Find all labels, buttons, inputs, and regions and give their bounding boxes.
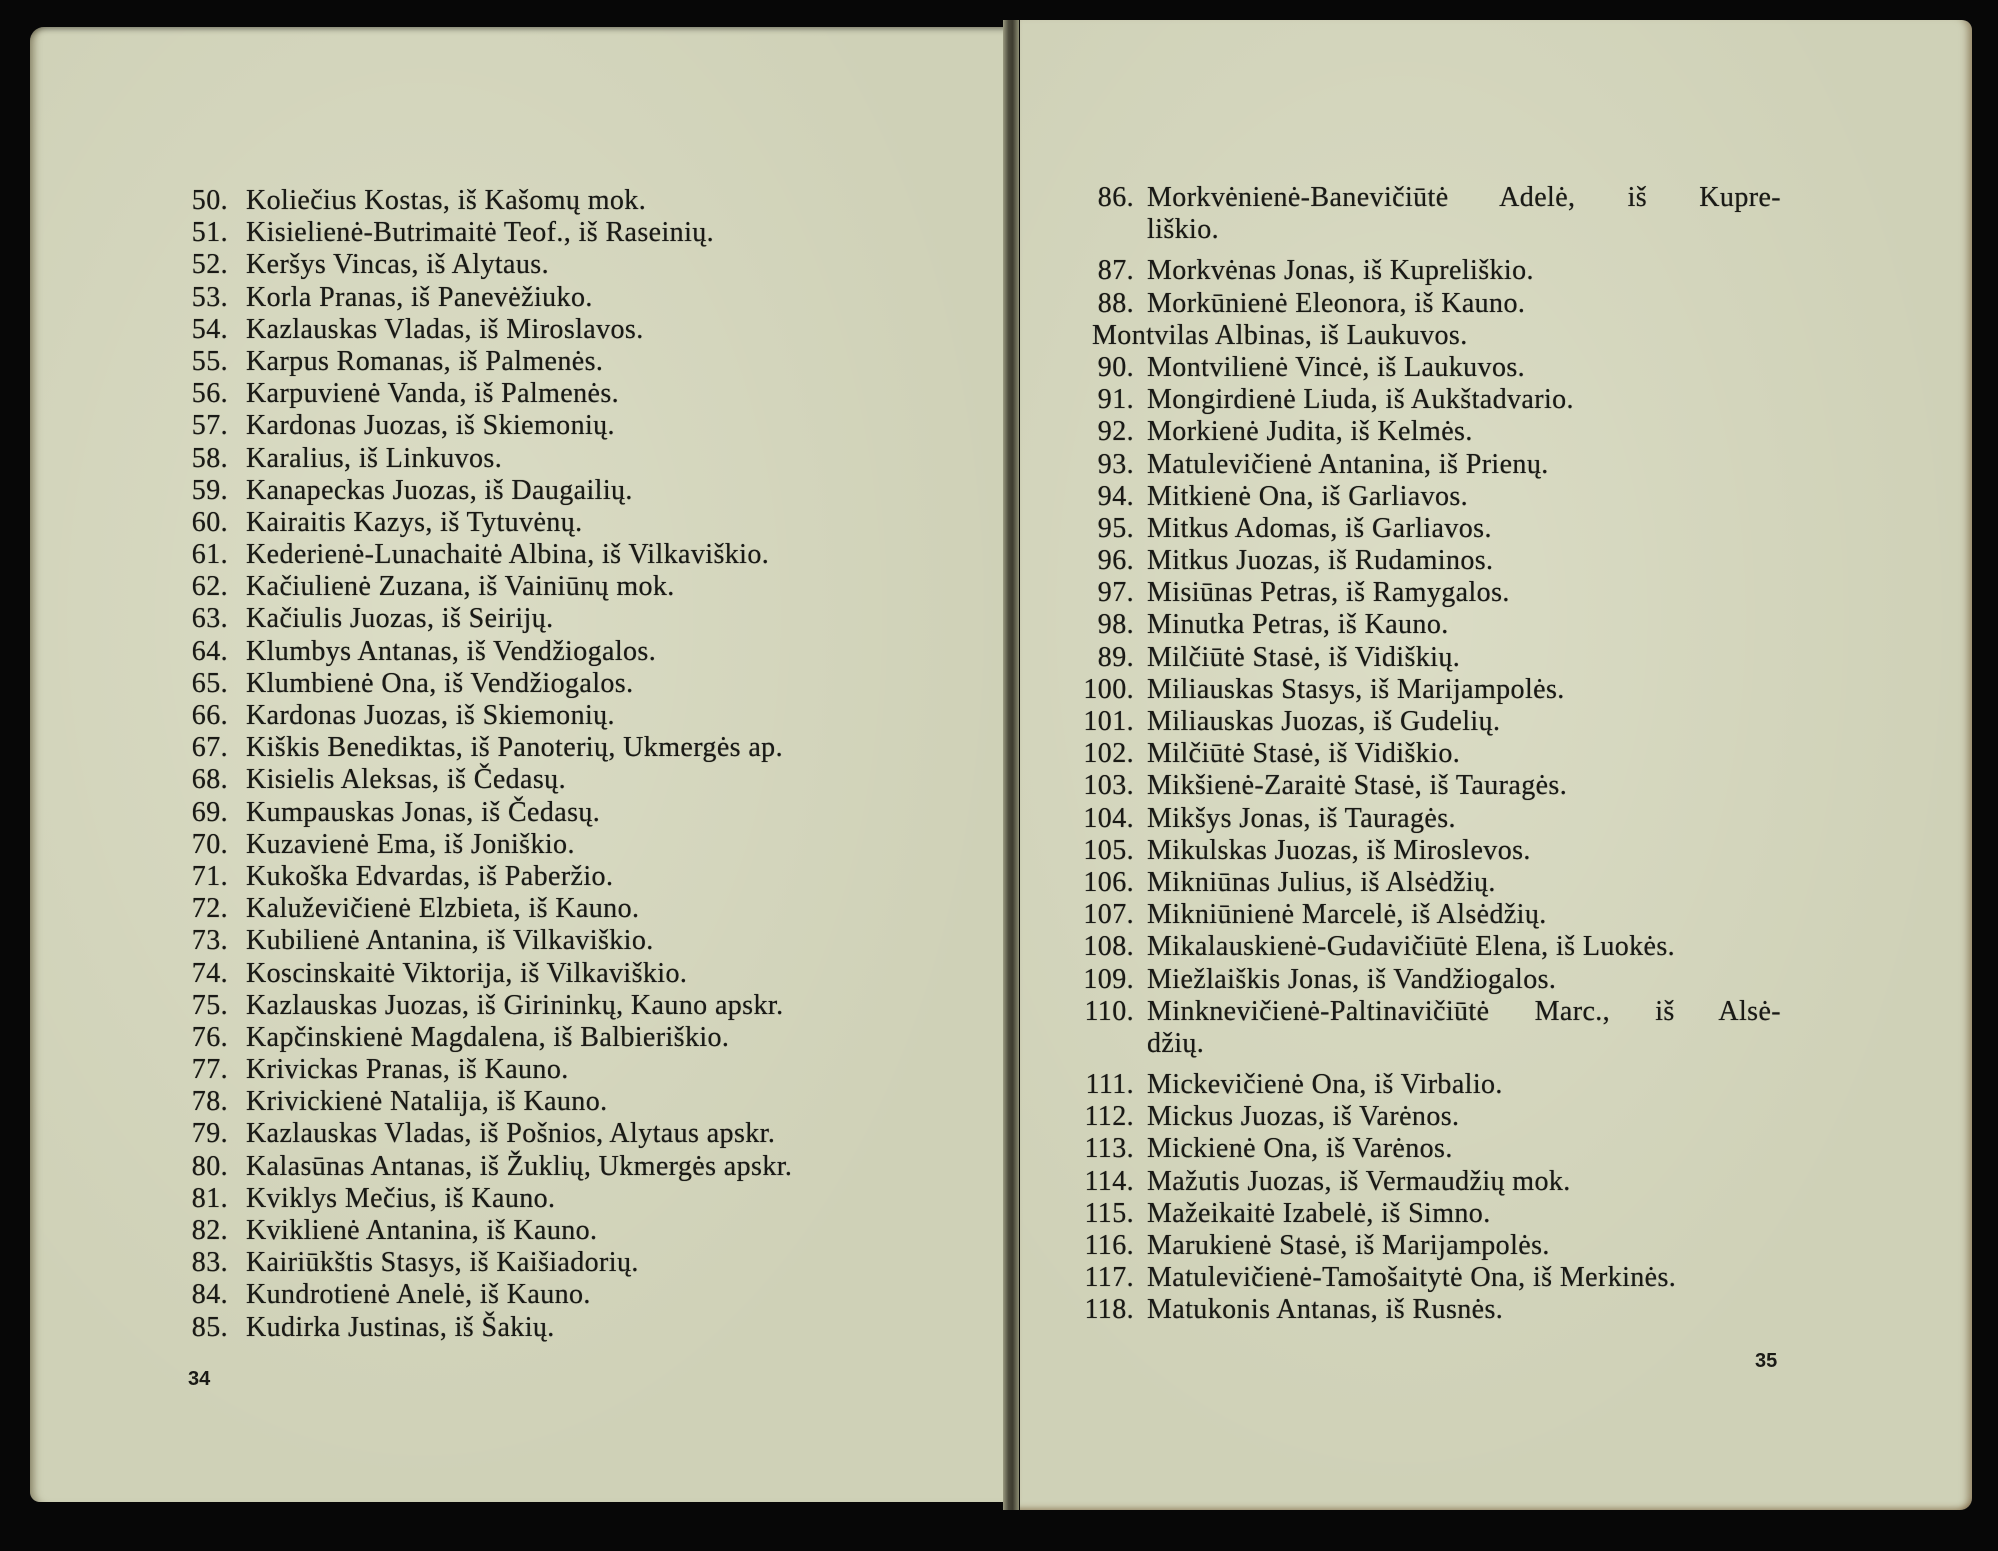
list-item (1064, 1101, 1804, 1133)
entry-text: Morkūnienė Eleonora, iš Kauno. (1147, 287, 1526, 319)
entry-text: Koliečius Kostas, iš Kašomų mok. (246, 185, 647, 216)
entry-text: Mikniūnas Julius, iš Alsėdžių. (1147, 866, 1496, 898)
entry-number: 105. (1083, 834, 1134, 866)
entry-text: Matulevičienė Antanina, iš Prienų. (1147, 448, 1549, 480)
entry-number: 117. (1084, 1262, 1134, 1294)
entry-number: 106. (1083, 866, 1134, 898)
entry-number: 88. (1097, 287, 1134, 319)
list-item (176, 249, 936, 281)
entry-text: Morkvėnas Jonas, iš Kupreliškio. (1147, 255, 1534, 287)
entry-text: Misiūnas Petras, iš Ramygalos. (1147, 577, 1510, 609)
entry-number: 103. (1083, 770, 1134, 802)
entry-number: 110. (1084, 995, 1134, 1027)
book-spine (1003, 20, 1019, 1510)
entry-number: 53. (191, 281, 228, 313)
entry-number: 74. (191, 957, 228, 989)
entry-text: Marukienė Stasė, iš Marijampolės. (1147, 1230, 1550, 1261)
list-item (1064, 449, 1804, 481)
list-item (176, 217, 936, 249)
entry-text: Mitkienė Ona, iš Garliavos. (1147, 480, 1469, 512)
list-item (1064, 674, 1804, 706)
entry-text: Krivickienė Natalija, iš Kauno. (246, 1086, 608, 1118)
entry-text: Milčiūtė Stasė, iš Vidiškio. (1147, 738, 1461, 770)
entry-text: Mažutis Juozas, iš Vermaudžių mok. (1147, 1165, 1571, 1197)
entry-number: 89. (1097, 641, 1134, 673)
entry-number: 68. (191, 764, 228, 796)
page-number-right: 35 (1755, 1350, 1778, 1372)
entry-text: Koscinskaitė Viktorija, iš Vilkaviškio. (246, 957, 688, 989)
entry-number: 82. (191, 1215, 228, 1246)
entry-text: Mikalauskienė-Gudavičiūtė Elena, iš Luokės. (1147, 931, 1676, 963)
entry-number: 66. (191, 700, 228, 731)
list-item (1064, 384, 1804, 416)
page-number-left: 34 (188, 1368, 211, 1390)
entry-text: Kundrotienė Anelė, iš Kauno. (246, 1279, 591, 1311)
entry-text: Milčiūtė Stasė, iš Vidiškių. (1147, 641, 1461, 673)
entry-number: 59. (191, 474, 228, 506)
list-item (1064, 481, 1804, 513)
entry-number: 95. (1097, 512, 1134, 544)
entry-text: Kederienė-Lunachaitė Albina, iš Vilkaviškio. (246, 539, 770, 571)
list-item (176, 1022, 936, 1054)
entry-number: 84. (191, 1279, 228, 1311)
entry-text: Mitkus Adomas, iš Garliavos. (1147, 512, 1492, 544)
list-item (176, 636, 936, 668)
entry-text: Mikulskas Juozas, iš Miroslevos. (1147, 834, 1531, 866)
entry-number: 81. (191, 1182, 228, 1214)
entry-text: Miežlaiškis Jonas, iš Vandžiogalos. (1147, 963, 1557, 995)
entry-text: Montvilas Albinas, iš Laukuvos. (1092, 319, 1468, 351)
entry-number: 113. (1084, 1133, 1134, 1165)
entry-number: 52. (191, 249, 228, 281)
entry-text: Mikšienė-Zaraitė Stasė, iš Tauragės. (1147, 770, 1568, 802)
entry-number: 101. (1083, 706, 1134, 737)
entry-number: 86. (1097, 182, 1134, 213)
list-item (176, 410, 936, 442)
list-item (176, 700, 936, 732)
entry-number: 100. (1083, 673, 1134, 705)
list-item (176, 507, 936, 539)
entry-number: 76. (191, 1021, 228, 1053)
entry-number: 109. (1083, 963, 1134, 995)
entry-number: 75. (191, 989, 228, 1021)
entry-text: Matulevičienė-Tamošaitytė Ona, iš Merkinės. (1147, 1262, 1677, 1294)
entry-number: 67. (191, 732, 228, 764)
entry-text: Krivickas Pranas, iš Kauno. (246, 1054, 569, 1086)
entry-text: Mickienė Ona, iš Varėnos. (1147, 1133, 1453, 1165)
entry-text: Mikšys Jonas, iš Tauragės. (1147, 802, 1456, 834)
entry-number: 63. (191, 603, 228, 635)
entry-text: Kisielis Aleksas, iš Čedasų. (246, 764, 566, 796)
list-item (176, 1215, 936, 1247)
entry-number: 77. (191, 1054, 228, 1086)
list-item (176, 475, 936, 507)
entry-text: Mažeikaitė Izabelė, iš Simno. (1147, 1197, 1491, 1229)
list-item (176, 958, 936, 990)
entry-number: 108. (1083, 931, 1134, 963)
entry-text: Kubilienė Antanina, iš Vilkaviškio. (246, 925, 654, 957)
entry-number: 72. (191, 893, 228, 925)
list-item (1064, 577, 1804, 609)
entry-text: Morkienė Judita, iš Kelmės. (1147, 416, 1473, 448)
entry-text: Miliauskas Juozas, iš Gudelių. (1147, 706, 1501, 737)
list-item (1064, 545, 1804, 577)
entry-number: 87. (1097, 255, 1134, 287)
entry-text: Kairaitis Kazys, iš Tytuvėnų. (246, 506, 583, 538)
right-page-name-list (1064, 182, 1804, 1327)
entry-number: 118. (1084, 1294, 1134, 1326)
entry-text: Kalasūnas Antanas, iš Žuklių, Ukmergės apskr. (246, 1150, 793, 1182)
entry-number: 96. (1097, 545, 1134, 577)
entry-number: 79. (191, 1118, 228, 1150)
list-item (1064, 1198, 1804, 1230)
entry-text: Mickevičienė Ona, iš Virbalio. (1147, 1069, 1503, 1101)
entry-number: 78. (191, 1086, 228, 1118)
list-item (176, 1118, 936, 1150)
list-item (1064, 1230, 1804, 1262)
entry-text: Kisielienė-Butrimaitė Teof., iš Raseinių. (246, 217, 715, 249)
entry-text: Kairiūkštis Stasys, iš Kaišiadorių. (246, 1247, 639, 1279)
list-item (176, 861, 936, 893)
entry-number: 70. (191, 828, 228, 860)
list-item (176, 185, 936, 217)
entry-number: 111. (1085, 1069, 1134, 1101)
entry-text: Karalius, iš Linkuvos. (246, 442, 503, 474)
list-item (176, 346, 936, 378)
list-item (1064, 416, 1804, 448)
list-item (176, 764, 936, 796)
list-item (176, 314, 936, 346)
entry-number: 58. (191, 442, 228, 474)
list-item (176, 829, 936, 861)
entry-text: Karpus Romanas, iš Palmenės. (246, 345, 604, 377)
entry-text: Mongirdienė Liuda, iš Aukštadvario. (1147, 384, 1574, 416)
entry-text: Klumbys Antanas, iš Vendžiogalos. (246, 635, 657, 667)
list-item (176, 1151, 936, 1183)
entry-continuation: liškio. (1147, 214, 1220, 246)
entry-text: Kazlauskas Vladas, iš Pošnios, Alytaus apskr. (246, 1118, 776, 1150)
entry-text: Minutka Petras, iš Kauno. (1147, 609, 1449, 641)
list-item (176, 539, 936, 571)
entry-number: 94. (1097, 480, 1134, 512)
list-item (1064, 706, 1804, 738)
entry-number: 102. (1083, 738, 1134, 770)
list-item (176, 443, 936, 475)
entry-text: Kapčinskienė Magdalena, iš Balbieriškio. (246, 1021, 730, 1053)
entry-text: Matukonis Antanas, iš Rusnės. (1147, 1294, 1504, 1326)
list-item (1064, 1166, 1804, 1198)
list-item (1064, 899, 1804, 931)
list-item (1064, 255, 1804, 287)
list-item (176, 282, 936, 314)
entry-number: 54. (191, 313, 228, 345)
entry-number: 57. (191, 410, 228, 442)
list-item (1064, 513, 1804, 545)
entry-continuation: džių. (1147, 1027, 1205, 1059)
entry-number: 107. (1083, 899, 1134, 931)
entry-text: Kumpauskas Jonas, iš Čedasų. (246, 796, 601, 828)
entry-number: 73. (191, 925, 228, 957)
entry-text: Kviklys Mečius, iš Kauno. (246, 1182, 556, 1214)
list-item (1064, 320, 1804, 352)
list-item (1064, 964, 1804, 996)
entry-text: Minknevičienė-Paltinavičiūtė Marc., iš Alsė- (1147, 995, 1781, 1027)
list-item (176, 1054, 936, 1086)
entry-number: 80. (191, 1150, 228, 1182)
list-item (176, 925, 936, 957)
entry-number: 115. (1084, 1197, 1134, 1229)
entry-text: Mikniūnienė Marcelė, iš Alsėdžių. (1147, 899, 1547, 931)
list-item (1064, 609, 1804, 641)
entry-number: 71. (191, 860, 228, 892)
list-item (176, 1279, 936, 1311)
entry-text: Mitkus Juozas, iš Rudaminos. (1147, 545, 1494, 577)
entry-text: Kiškis Benediktas, iš Panoterių, Ukmergės ap. (246, 732, 783, 764)
list-item (1064, 1294, 1804, 1326)
entry-text: Kukoška Edvardas, iš Paberžio. (246, 860, 614, 892)
entry-number: 91. (1097, 384, 1134, 416)
entry-number: 83. (191, 1247, 228, 1279)
list-item (1064, 867, 1804, 899)
entry-text: Kardonas Juozas, iš Skiemonių. (246, 410, 615, 442)
entry-number: 90. (1097, 351, 1134, 383)
list-item (1064, 996, 1804, 1028)
entry-number: 92. (1097, 416, 1134, 448)
entry-text: Korla Pranas, iš Panevėžiuko. (246, 281, 593, 313)
list-item (1064, 931, 1804, 963)
list-item (1064, 770, 1804, 802)
entry-number: 97. (1097, 577, 1134, 609)
entry-number: 55. (191, 345, 228, 377)
entry-number: 116. (1084, 1230, 1134, 1261)
entry-number: 61. (191, 539, 228, 571)
entry-text: Kaluževičienė Elzbieta, iš Kauno. (246, 893, 640, 925)
left-page-name-list (176, 185, 936, 1344)
entry-number: 60. (191, 506, 228, 538)
list-item (176, 571, 936, 603)
list-item (1064, 288, 1804, 320)
entry-text: Kviklienė Antanina, iš Kauno. (246, 1215, 598, 1246)
list-item (1064, 182, 1804, 214)
list-item (1064, 352, 1804, 384)
entry-text: Miliauskas Stasys, iš Marijampolės. (1147, 673, 1565, 705)
entry-text: Montvilienė Vincė, iš Laukuvos. (1147, 351, 1526, 383)
entry-text: Kačiulienė Zuzana, iš Vainiūnų mok. (246, 571, 675, 603)
entry-text: Klumbienė Ona, iš Vendžiogalos. (246, 667, 634, 699)
entry-number: 104. (1083, 802, 1134, 834)
entry-text: Mickus Juozas, iš Varėnos. (1147, 1101, 1460, 1133)
list-item (1064, 738, 1804, 770)
list-item (176, 990, 936, 1022)
entry-number: 50. (191, 185, 228, 216)
list-item (1064, 835, 1804, 867)
list-item (176, 378, 936, 410)
list-item (176, 1312, 936, 1344)
entry-text: Karpuvienė Vanda, iš Palmenės. (246, 378, 620, 410)
entry-number: 69. (191, 796, 228, 828)
list-item (176, 1247, 936, 1279)
entry-number: 114. (1084, 1165, 1134, 1197)
entry-number: 112. (1084, 1101, 1134, 1133)
list-item (176, 668, 936, 700)
entry-number: 85. (191, 1311, 228, 1343)
entry-number: 93. (1097, 448, 1134, 480)
entry-number: 65. (191, 667, 228, 699)
entry-text: Kazlauskas Vladas, iš Miroslavos. (246, 313, 644, 345)
list-item (1064, 803, 1804, 835)
entry-number: 62. (191, 571, 228, 603)
list-item (176, 797, 936, 829)
list-item (1064, 1133, 1804, 1165)
entry-number: 98. (1097, 609, 1134, 641)
list-item (1064, 642, 1804, 674)
entry-number: 64. (191, 635, 228, 667)
entry-text: Kudirka Justinas, iš Šakių. (246, 1311, 555, 1343)
entry-text: Morkvėnienė-Banevičiūtė Adelė, iš Kupre- (1147, 182, 1781, 213)
entry-number: 56. (191, 378, 228, 410)
list-item (176, 603, 936, 635)
entry-text: Kačiulis Juozas, iš Seirijų. (246, 603, 554, 635)
list-item (176, 893, 936, 925)
entry-text: Kardonas Juozas, iš Skiemonių. (246, 700, 615, 731)
entry-text: Kazlauskas Juozas, iš Girininkų, Kauno apskr. (246, 989, 784, 1021)
list-item (1064, 1069, 1804, 1101)
entry-text: Kanapeckas Juozas, iš Daugailių. (246, 474, 633, 506)
list-item (176, 1086, 936, 1118)
entry-text: Keršys Vincas, iš Alytaus. (246, 249, 549, 281)
list-item (176, 732, 936, 764)
entry-number: 51. (191, 217, 228, 249)
list-item (1064, 1262, 1804, 1294)
entry-text: Kuzavienė Ema, iš Joniškio. (246, 828, 575, 860)
list-item (176, 1183, 936, 1215)
